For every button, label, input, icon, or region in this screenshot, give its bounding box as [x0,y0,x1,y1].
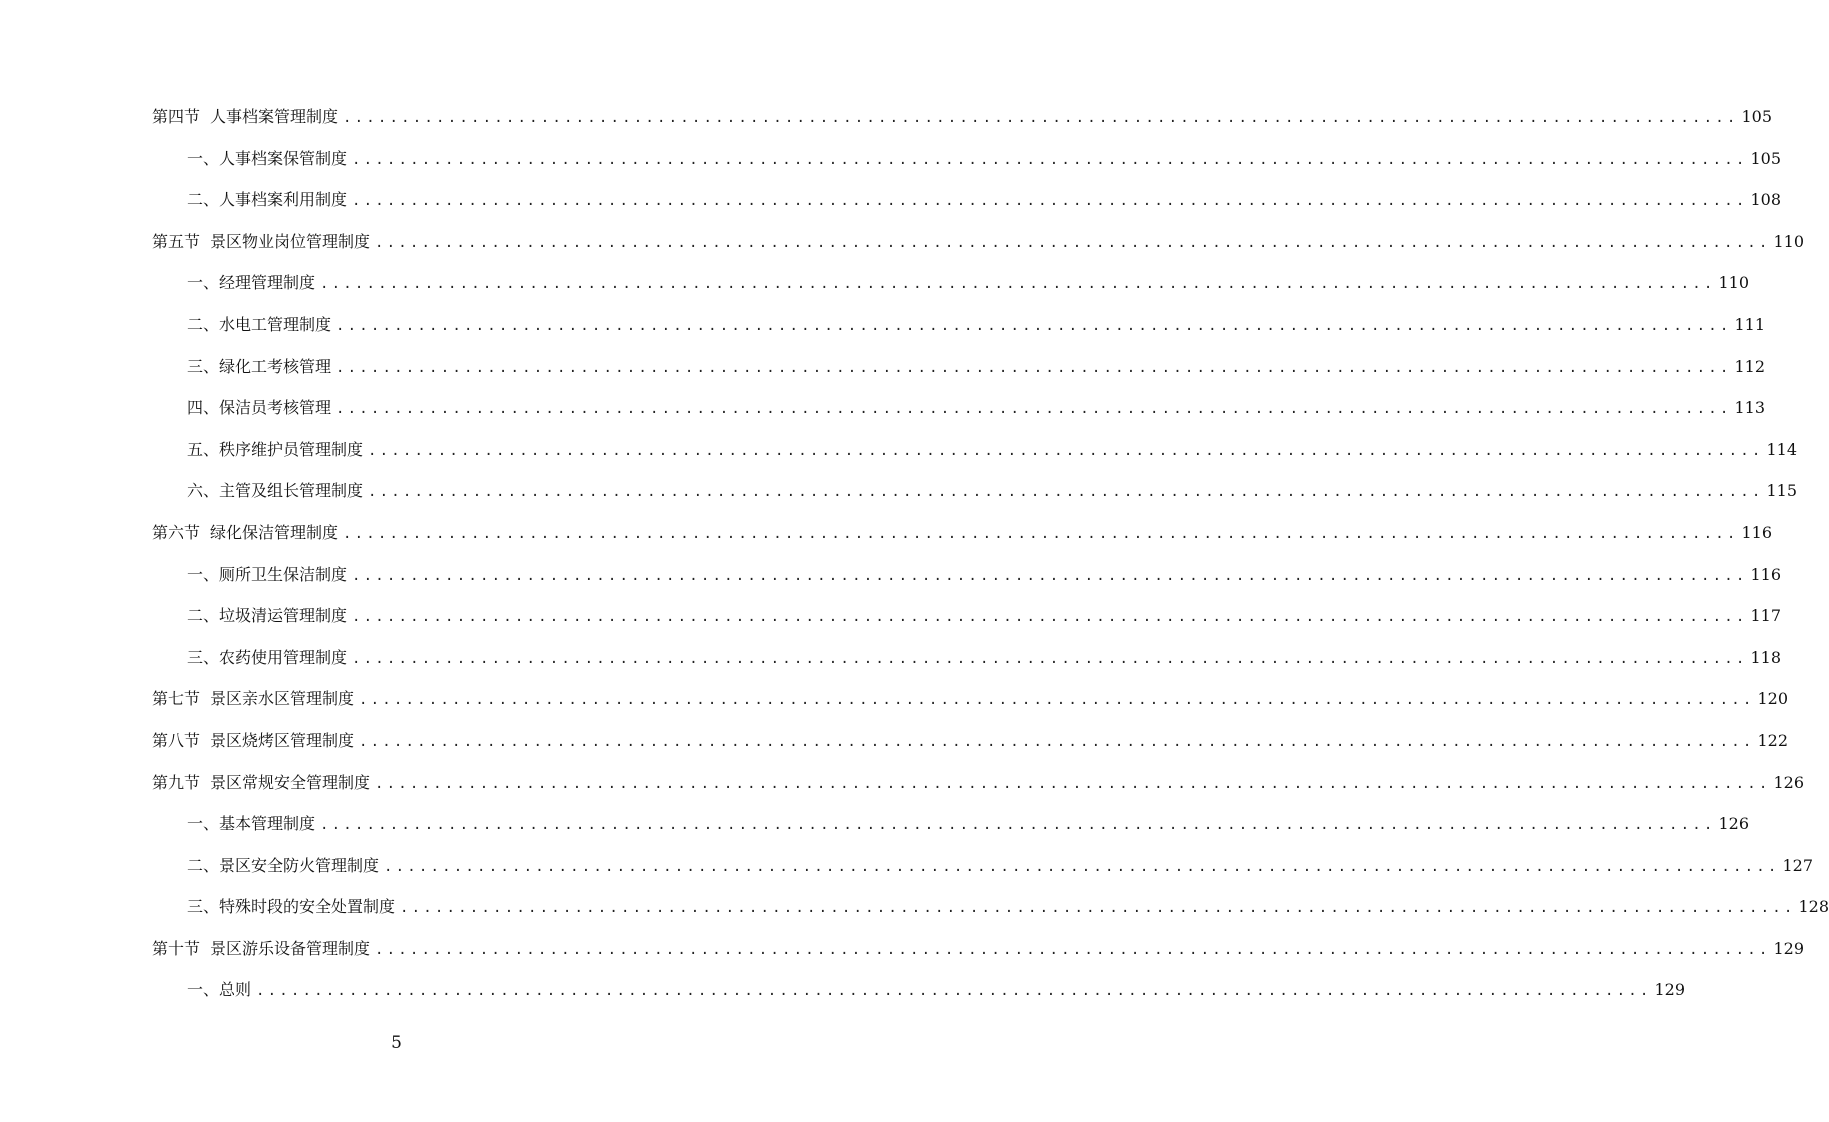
toc-subsection-entry[interactable] [0,885,1829,927]
toc-subsection-entry[interactable] [0,178,1782,220]
toc-entry-row [187,979,1686,1002]
toc-page-number: 110 [1773,231,1805,251]
toc-subsection-entry[interactable] [0,345,1766,387]
toc-entry-title [187,148,347,170]
toc-entry-text: 保洁员考核管理 [219,398,332,418]
toc-leader-dots: ........................................................................................................................ [368,442,1764,459]
toc-entry-text: 景区物业岗位管理制度 [210,231,371,251]
toc-entry-row [187,813,1750,836]
toc-entry-title [187,272,315,294]
toc-section-entry[interactable] [0,677,1789,719]
toc-subsection-entry[interactable] [0,137,1782,179]
toc-section-entry[interactable] [0,927,1805,969]
toc-entry-row [152,522,1773,545]
toc-leader-dots: ........................................................................................................................ [320,276,1716,293]
toc-entry-number: 一、 [187,273,220,293]
toc-entry-title [187,564,347,586]
toc-entry-row [187,896,1829,919]
toc-page-number: 122 [1757,730,1789,750]
toc-subsection-entry[interactable] [0,261,1750,303]
toc-entry-title [187,480,363,502]
toc-entry-text: 人事档案管理制度 [210,107,339,126]
toc-entry-number: 第七节 [152,689,201,709]
toc-entry-number: 二、 [187,855,220,875]
toc-entry-row [187,314,1766,337]
toc-entry-number: 第六节 [152,522,201,542]
toc-entry-text: 景区烧烤区管理制度 [210,730,355,750]
toc-leader-dots: ........................................................................................................................ [256,983,1652,1000]
toc-entry-text: 水电工管理制度 [219,314,332,334]
toc-page-number: 129 [1773,938,1805,958]
toc-page-number: 115 [1766,481,1798,501]
toc-leader-dots: ........................................................................................................................ [375,234,1771,251]
toc-entry-number: 第九节 [152,772,201,792]
toc-entry-text: 人事档案保管制度 [219,148,348,168]
toc-leader-dots: ........................................................................................................................ [343,525,1739,542]
toc-entry-text: 农药使用管理制度 [219,647,348,667]
toc-subsection-entry[interactable] [0,469,1798,511]
toc-entry-text: 特殊时段的安全处置制度 [219,897,396,917]
toc-entry-row [152,688,1789,711]
toc-leader-dots: ........................................................................................................................ [336,317,1732,334]
toc-entry-title [187,605,347,627]
toc-entry-number: 第五节 [152,231,201,251]
toc-section-entry[interactable] [0,511,1773,553]
toc-section-entry[interactable] [0,719,1789,761]
toc-entry-number: 二、 [187,314,220,334]
toc-page-number: 105 [1741,107,1773,126]
toc-entry-title [187,896,395,918]
toc-entry-text: 绿化保洁管理制度 [210,522,339,542]
toc-entry-row [187,480,1798,503]
toc-leader-dots: ........................................................................................................................ [352,193,1748,210]
toc-entry-row [187,397,1766,420]
toc-entry-number: 一、 [187,564,220,584]
toc-entry-number: 二、 [187,190,220,210]
toc-entry-number: 第四节 [152,107,201,126]
toc-page-number: 113 [1734,398,1766,418]
toc-leader-dots: ........................................................................................................................ [384,858,1780,875]
toc-entry-text: 主管及组长管理制度 [219,481,364,501]
toc-entry-text: 基本管理制度 [219,814,316,834]
toc-entry-number: 一、 [187,814,220,834]
toc-leader-dots: ........................................................................................................................ [352,151,1748,168]
toc-entry-row [187,605,1782,628]
toc-section-entry[interactable] [0,95,1773,137]
toc-entry-row [187,356,1766,379]
toc-page-number: 118 [1750,647,1782,667]
toc-entry-title [152,938,370,960]
toc-page-number: 126 [1773,772,1805,792]
toc-entry-row [187,148,1782,171]
toc-entry-number: 三、 [187,897,220,917]
toc-entry-text: 景区常规安全管理制度 [210,772,371,792]
toc-entry-text: 垃圾清运管理制度 [219,606,348,626]
toc-entry-text: 总则 [219,980,252,1000]
toc-subsection-entry[interactable] [0,553,1782,595]
toc-entry-number: 一、 [187,148,220,168]
toc-page-number: 129 [1654,980,1686,1000]
toc-entry-title [152,688,354,710]
toc-page-number: 114 [1766,439,1798,459]
toc-page-number: 110 [1718,273,1750,293]
toc-leader-dots: ........................................................................................................................ [359,733,1755,750]
toc-leader-dots: ........................................................................................................................ [368,484,1764,501]
toc-leader-dots: ........................................................................................................................ [352,567,1748,584]
toc-entry-title [152,106,338,128]
toc-page-number: 126 [1718,814,1750,834]
toc-subsection-entry[interactable] [0,968,1686,1010]
toc-leader-dots: ........................................................................................................................ [375,941,1771,958]
toc-entry-title [187,314,331,336]
toc-entry-row [152,730,1789,753]
toc-entry-text: 绿化工考核管理 [219,356,332,376]
toc-entry-text: 景区游乐设备管理制度 [210,938,371,958]
toc-entry-title [187,813,315,835]
toc-entry-number: 三、 [187,356,220,376]
toc-page-number: 105 [1750,148,1782,168]
toc-section-entry[interactable] [0,220,1805,262]
toc-entry-title [187,397,331,419]
toc-subsection-entry[interactable] [0,428,1798,470]
toc-page-number: 108 [1750,190,1782,210]
toc-page-number: 120 [1757,689,1789,709]
toc-page-number: 116 [1741,522,1773,542]
toc-entry-number: 五、 [187,439,220,459]
toc-page-number: 127 [1782,855,1814,875]
toc-entry-text: 经理管理制度 [219,273,316,293]
toc-subsection-entry[interactable] [0,386,1766,428]
toc-entry-row [152,231,1805,254]
toc-entry-row [187,855,1814,878]
toc-entry-text: 秩序维护员管理制度 [219,439,364,459]
toc-page-number: 117 [1750,606,1782,626]
toc-leader-dots: ........................................................................................................................ [352,609,1748,626]
toc-entry-row [187,647,1782,670]
toc-entry-number: 六、 [187,481,220,501]
toc-subsection-entry[interactable] [0,636,1782,678]
toc-leader-dots: ........................................................................................................................ [343,110,1739,126]
toc-entry-title [187,855,379,877]
toc-entry-row [152,106,1773,129]
toc-page-number: 116 [1750,564,1782,584]
page-number: 5 [391,1033,402,1053]
toc-section-entry[interactable] [0,761,1805,803]
toc-entry-row [187,564,1782,587]
toc-entry-text: 景区安全防火管理制度 [219,855,380,875]
toc-page-number: 111 [1734,314,1766,334]
toc-entry-title [152,730,354,752]
toc-entry-row [187,189,1782,212]
toc-leader-dots: ........................................................................................................................ [336,359,1732,376]
toc-leader-dots: ........................................................................................................................ [359,692,1755,709]
toc-subsection-entry[interactable] [0,594,1782,636]
toc-entry-title [152,231,370,253]
toc-leader-dots: ........................................................................................................................ [400,900,1796,917]
toc-page-number: 112 [1734,356,1766,376]
toc-entry-title [187,356,331,378]
toc-leader-dots: ........................................................................................................................ [320,817,1716,834]
toc-entry-title [152,522,338,544]
toc-entry-number: 三、 [187,647,220,667]
toc-entry-text: 厕所卫生保洁制度 [219,564,348,584]
toc-entry-row [187,272,1750,295]
toc-entry-title [187,979,251,1001]
toc-leader-dots: ........................................................................................................................ [375,775,1771,792]
toc-entry-number: 二、 [187,606,220,626]
toc-entry-number: 四、 [187,398,220,418]
toc-page-number: 128 [1798,897,1829,917]
toc-entry-number: 第十节 [152,938,201,958]
toc-entry-title [187,439,363,461]
toc-entry-title [187,189,347,211]
toc-entry-row [152,772,1805,795]
toc-entry-row [187,439,1798,462]
toc-entry-row [152,938,1805,961]
toc-leader-dots: ........................................................................................................................ [352,650,1748,667]
toc-entry-title [187,647,347,669]
toc-entry-number: 第八节 [152,730,201,750]
toc-entry-text: 人事档案利用制度 [219,190,348,210]
toc-entry-title [152,772,370,794]
toc-entry-number: 一、 [187,980,220,1000]
toc-subsection-entry[interactable] [0,802,1750,844]
toc-entry-text: 景区亲水区管理制度 [210,689,355,709]
toc-subsection-entry[interactable] [0,303,1766,345]
toc-subsection-entry[interactable] [0,844,1814,886]
toc-leader-dots: ........................................................................................................................ [336,401,1732,418]
table-of-contents [0,95,1829,1010]
